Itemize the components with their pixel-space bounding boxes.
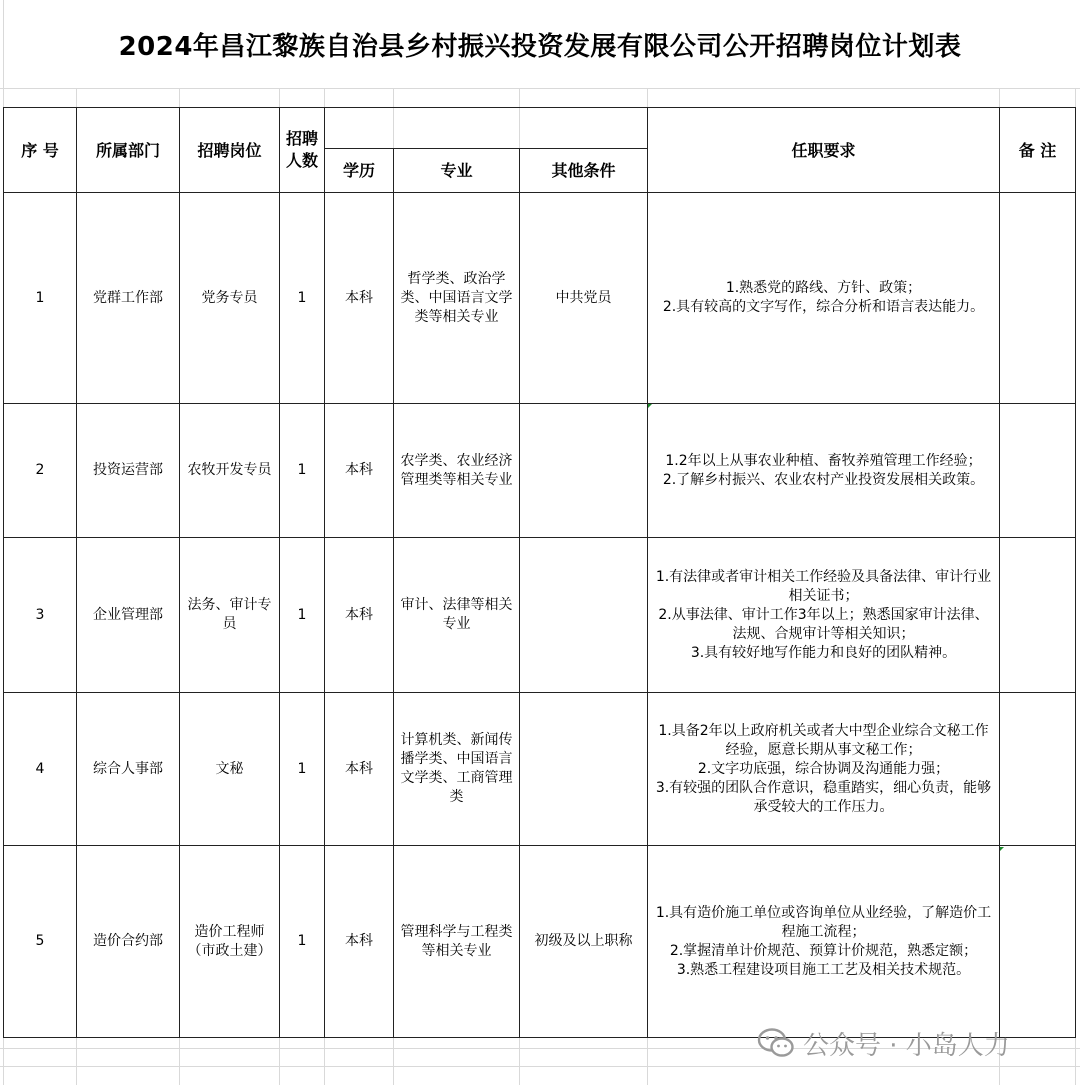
cell-seq: 1 — [4, 193, 77, 404]
cell-remarks — [1000, 846, 1076, 1038]
cell-edu: 本科 — [325, 404, 394, 538]
table-row — [4, 693, 1076, 846]
cell-dept: 投资运营部 — [77, 404, 180, 538]
cell-edu: 本科 — [325, 193, 394, 404]
requirement-line: 2.具有较高的文字写作，综合分析和语言表达能力。 — [662, 299, 985, 315]
cell-post: 农牧开发专员 — [180, 404, 280, 538]
cell-count: 1 — [280, 193, 325, 404]
cell-count: 1 — [280, 404, 325, 538]
cell-seq: 3 — [4, 538, 77, 693]
header-count: 招聘人数 — [280, 108, 325, 193]
header-requirements: 任职要求 — [648, 108, 1000, 193]
requirement-line: 1.具备2年以上政府机关或者大中型企业综合文秘工作经验，愿意长期从事文秘工作； — [658, 722, 989, 758]
cell-post: 文秘 — [180, 693, 280, 846]
cell-edu: 本科 — [325, 693, 394, 846]
cell-major: 管理科学与工程类等相关专业 — [394, 846, 520, 1038]
cell-other — [520, 538, 648, 693]
cell-count: 1 — [280, 538, 325, 693]
cell-other — [520, 404, 648, 538]
page-title: 2024年昌江黎族自治县乡村振兴投资发展有限公司公开招聘岗位计划表 — [118, 31, 962, 62]
cell-seq: 2 — [4, 404, 77, 538]
header-conditions-group — [325, 108, 648, 149]
cell-comment-marker — [648, 404, 652, 408]
cell-requirements — [648, 693, 1000, 846]
requirement-line: 1.熟悉党的路线、方针、政策； — [725, 280, 922, 296]
cell-major: 哲学类、政治学类、中国语言文学类等相关专业 — [394, 193, 520, 404]
requirement-line: 3.熟悉工程建设项目施工工艺及相关技术规范。 — [676, 961, 971, 978]
table-row — [4, 538, 1076, 693]
cell-requirements — [648, 846, 1000, 1038]
table-row — [4, 404, 1076, 538]
requirement-line: 1.2年以上从事农业种植、畜牧养殖管理工作经验； — [665, 452, 982, 469]
cell-other: 初级及以上职称 — [520, 846, 648, 1038]
cell-dept: 企业管理部 — [77, 538, 180, 693]
header-major: 专业 — [394, 149, 520, 193]
watermark — [757, 1023, 1010, 1063]
header-dept: 所属部门 — [77, 108, 180, 193]
cell-major: 计算机类、新闻传播学类、中国语言文学类、工商管理类 — [394, 693, 520, 846]
cell-seq: 4 — [4, 693, 77, 846]
header-edu: 学历 — [325, 149, 394, 193]
cell-dept: 造价合约部 — [77, 846, 180, 1038]
cell-other — [520, 693, 648, 846]
cell-major: 农学类、农业经济管理类等相关专业 — [394, 404, 520, 538]
requirement-line: 3.具有较好地写作能力和良好的团队精神。 — [690, 644, 957, 661]
cell-comment-marker — [1000, 847, 1004, 851]
table-row — [4, 193, 1076, 404]
cell-remarks — [1000, 693, 1076, 846]
cell-requirements — [648, 538, 1000, 693]
cell-count: 1 — [280, 846, 325, 1038]
header-other: 其他条件 — [520, 149, 648, 193]
cell-count: 1 — [280, 693, 325, 846]
recruitment-plan-table — [3, 107, 1076, 1038]
cell-major: 审计、法律等相关专业 — [394, 538, 520, 693]
cell-seq: 5 — [4, 846, 77, 1038]
requirement-line: 1.有法律或者审计相关工作经验及具备法律、审计行业相关证书； — [655, 568, 992, 604]
cell-requirements — [648, 404, 1000, 538]
header-remarks: 备 注 — [1000, 108, 1076, 193]
requirement-line: 2.文字功底强，综合协调及沟通能力强； — [697, 760, 950, 777]
table-row — [4, 846, 1076, 1038]
requirement-line: 3.有较强的团队合作意识，稳重踏实，细心负责，能够承受较大的工作压力。 — [655, 779, 992, 815]
header-seq: 序 号 — [4, 108, 77, 193]
cell-dept: 综合人事部 — [77, 693, 180, 846]
cell-remarks — [1000, 404, 1076, 538]
wechat-icon — [757, 1027, 795, 1059]
requirement-line: 2.了解乡村振兴、农业农村产业投资发展相关政策。 — [662, 471, 985, 488]
requirement-line: 2.从事法律、审计工作3年以上；熟悉国家审计法律、法规、合规审计等相关知识； — [658, 606, 989, 642]
watermark-text: 公众号 · 小岛人力 — [803, 1030, 1010, 1061]
requirement-line: 1.具有造价施工单位或咨询单位从业经验，了解造价工程施工流程； — [655, 904, 992, 940]
cell-dept: 党群工作部 — [77, 193, 180, 404]
cell-requirements — [648, 193, 1000, 404]
cell-post: 党务专员 — [180, 193, 280, 404]
cell-other: 中共党员 — [520, 193, 648, 404]
header-post: 招聘岗位 — [180, 108, 280, 193]
requirement-line: 2.掌握清单计价规范、预算计价规范，熟悉定额； — [669, 942, 978, 959]
cell-post: 造价工程师（市政土建） — [180, 846, 280, 1038]
cell-edu: 本科 — [325, 538, 394, 693]
cell-edu: 本科 — [325, 846, 394, 1038]
cell-remarks — [1000, 193, 1076, 404]
cell-post: 法务、审计专员 — [180, 538, 280, 693]
cell-remarks — [1000, 538, 1076, 693]
